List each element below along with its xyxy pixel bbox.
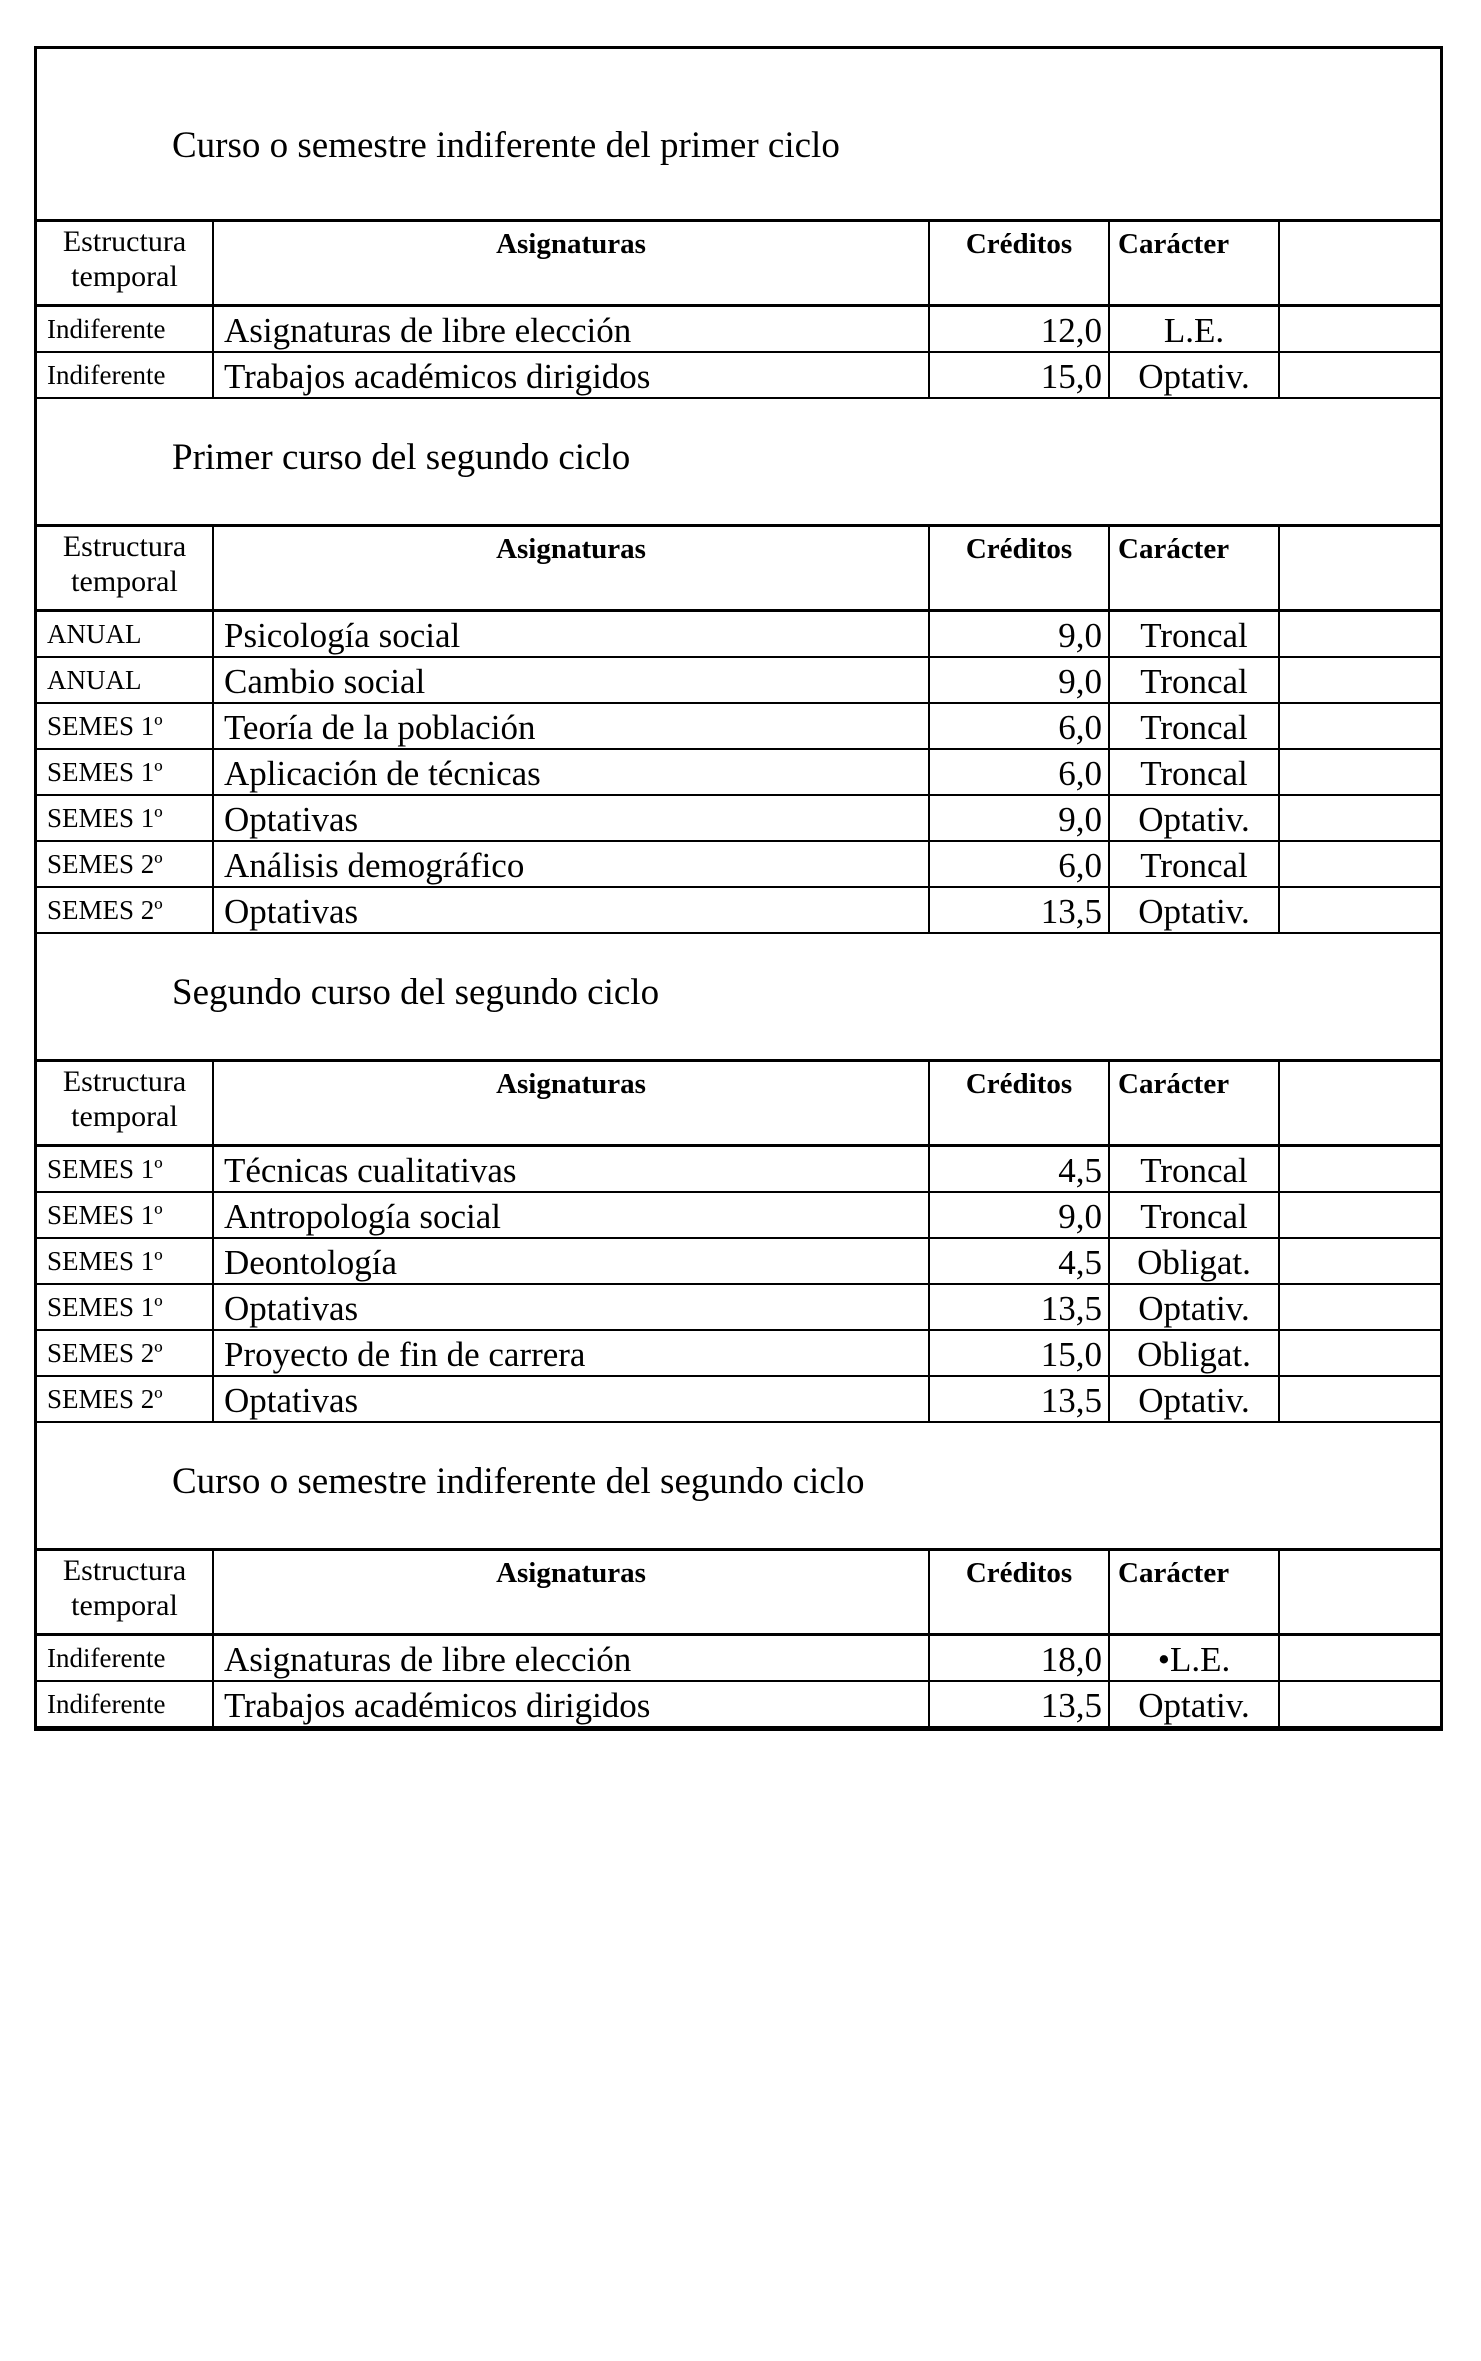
table-row: [37, 306, 1440, 353]
section-header: [37, 1423, 1440, 1551]
caracter-cell: Optativ.: [1109, 795, 1279, 841]
column-header-creditos: Créditos: [929, 222, 1109, 306]
asignatura-cell: Asignaturas de libre elección: [213, 306, 929, 353]
estructura-cell: SEMES 1º: [37, 1284, 213, 1330]
creditos-cell: 13,5: [929, 1681, 1109, 1727]
asignatura-cell: Optativas: [213, 1284, 929, 1330]
column-header-blank: [1279, 1551, 1440, 1635]
estructura-cell: SEMES 1º: [37, 1146, 213, 1193]
caracter-cell: Troncal: [1109, 611, 1279, 658]
column-header-asignaturas: Asignaturas: [213, 527, 929, 611]
blank-cell: [1279, 306, 1440, 353]
blank-cell: [1279, 1146, 1440, 1193]
creditos-cell: 4,5: [929, 1238, 1109, 1284]
caracter-cell: Optativ.: [1109, 1284, 1279, 1330]
creditos-cell: 15,0: [929, 1330, 1109, 1376]
estructura-cell: Indiferente: [37, 306, 213, 353]
column-header-creditos: Créditos: [929, 1062, 1109, 1146]
asignatura-cell: Teoría de la población: [213, 703, 929, 749]
column-header-estructura: Estructura temporal: [37, 1062, 213, 1146]
blank-cell: [1279, 1284, 1440, 1330]
asignatura-cell: Técnicas cualitativas: [213, 1146, 929, 1193]
estructura-cell: Indiferente: [37, 1681, 213, 1727]
asignatura-cell: Optativas: [213, 795, 929, 841]
creditos-cell: 15,0: [929, 352, 1109, 398]
blank-cell: [1279, 749, 1440, 795]
column-header-caracter: Carácter: [1109, 222, 1279, 306]
table-row: [37, 1146, 1440, 1193]
table-row: [37, 795, 1440, 841]
table-row: [37, 1635, 1440, 1682]
blank-cell: [1279, 1238, 1440, 1284]
creditos-cell: 13,5: [929, 1376, 1109, 1422]
caracter-cell: Obligat.: [1109, 1330, 1279, 1376]
column-header-caracter: Carácter: [1109, 1551, 1279, 1635]
caracter-cell: Troncal: [1109, 841, 1279, 887]
table-header-row: [37, 222, 1440, 306]
column-header-blank: [1279, 222, 1440, 306]
section-header: [37, 49, 1440, 222]
column-header-estructura: Estructura temporal: [37, 222, 213, 306]
table-row: [37, 1238, 1440, 1284]
blank-cell: [1279, 703, 1440, 749]
creditos-cell: 9,0: [929, 795, 1109, 841]
column-header-asignaturas: Asignaturas: [213, 222, 929, 306]
asignatura-cell: Optativas: [213, 887, 929, 933]
creditos-cell: 13,5: [929, 1284, 1109, 1330]
creditos-cell: 4,5: [929, 1146, 1109, 1193]
section-header: [37, 934, 1440, 1062]
caracter-cell: Optativ.: [1109, 352, 1279, 398]
column-header-asignaturas: Asignaturas: [213, 1551, 929, 1635]
column-header-estructura: Estructura temporal: [37, 527, 213, 611]
section-title: Primer curso del segundo ciclo: [172, 437, 631, 478]
estructura-cell: SEMES 1º: [37, 1238, 213, 1284]
column-header-caracter: Carácter: [1109, 527, 1279, 611]
table-header-row: [37, 527, 1440, 611]
column-header-caracter: Carácter: [1109, 1062, 1279, 1146]
creditos-cell: 6,0: [929, 841, 1109, 887]
table-row: [37, 1376, 1440, 1422]
asignatura-cell: Deontología: [213, 1238, 929, 1284]
table-row: [37, 1681, 1440, 1727]
estructura-cell: SEMES 2º: [37, 1376, 213, 1422]
estructura-cell: SEMES 2º: [37, 887, 213, 933]
estructura-cell: ANUAL: [37, 657, 213, 703]
creditos-cell: 6,0: [929, 749, 1109, 795]
estructura-cell: Indiferente: [37, 1635, 213, 1682]
column-header-blank: [1279, 1062, 1440, 1146]
column-header-blank: [1279, 527, 1440, 611]
caracter-cell: Troncal: [1109, 749, 1279, 795]
asignatura-cell: Trabajos académicos dirigidos: [213, 352, 929, 398]
subjects-table: [37, 527, 1440, 934]
section-title: Segundo curso del segundo ciclo: [172, 972, 660, 1013]
table-row: [37, 352, 1440, 398]
table-row: [37, 887, 1440, 933]
table-row: [37, 841, 1440, 887]
column-header-creditos: Créditos: [929, 527, 1109, 611]
subjects-table: [37, 1551, 1440, 1728]
blank-cell: [1279, 795, 1440, 841]
table-row: [37, 749, 1440, 795]
subjects-table: [37, 1062, 1440, 1423]
estructura-cell: SEMES 2º: [37, 841, 213, 887]
table-row: [37, 1284, 1440, 1330]
caracter-cell: Obligat.: [1109, 1238, 1279, 1284]
caracter-cell: Optativ.: [1109, 1681, 1279, 1727]
creditos-cell: 9,0: [929, 657, 1109, 703]
caracter-cell: Troncal: [1109, 657, 1279, 703]
caracter-cell: Optativ.: [1109, 887, 1279, 933]
asignatura-cell: Psicología social: [213, 611, 929, 658]
estructura-cell: SEMES 2º: [37, 1330, 213, 1376]
caracter-cell: Troncal: [1109, 1192, 1279, 1238]
caracter-cell: Optativ.: [1109, 1376, 1279, 1422]
estructura-cell: SEMES 1º: [37, 1192, 213, 1238]
asignatura-cell: Antropología social: [213, 1192, 929, 1238]
table-row: [37, 657, 1440, 703]
creditos-cell: 6,0: [929, 703, 1109, 749]
creditos-cell: 9,0: [929, 611, 1109, 658]
creditos-cell: 13,5: [929, 887, 1109, 933]
table-header-row: [37, 1551, 1440, 1635]
asignatura-cell: Asignaturas de libre elección: [213, 1635, 929, 1682]
blank-cell: [1279, 1192, 1440, 1238]
blank-cell: [1279, 887, 1440, 933]
blank-cell: [1279, 841, 1440, 887]
caracter-cell: L.E.: [1109, 306, 1279, 353]
curriculum-sheet: [34, 46, 1443, 1731]
asignatura-cell: Aplicación de técnicas: [213, 749, 929, 795]
subjects-table: [37, 222, 1440, 399]
estructura-cell: SEMES 1º: [37, 703, 213, 749]
table-row: [37, 611, 1440, 658]
section-title: Curso o semestre indiferente del primer ciclo: [172, 125, 840, 166]
table-row: [37, 1192, 1440, 1238]
blank-cell: [1279, 1376, 1440, 1422]
section-title: Curso o semestre indiferente del segundo ciclo: [172, 1461, 865, 1502]
table-row: [37, 703, 1440, 749]
blank-cell: [1279, 1330, 1440, 1376]
section-header: [37, 399, 1440, 527]
blank-cell: [1279, 1635, 1440, 1682]
column-header-asignaturas: Asignaturas: [213, 1062, 929, 1146]
asignatura-cell: Análisis demográfico: [213, 841, 929, 887]
table-row: [37, 1330, 1440, 1376]
blank-cell: [1279, 611, 1440, 658]
creditos-cell: 12,0: [929, 306, 1109, 353]
blank-cell: [1279, 1681, 1440, 1727]
estructura-cell: SEMES 1º: [37, 749, 213, 795]
estructura-cell: Indiferente: [37, 352, 213, 398]
table-header-row: [37, 1062, 1440, 1146]
caracter-cell: Troncal: [1109, 1146, 1279, 1193]
blank-cell: [1279, 657, 1440, 703]
column-header-estructura: Estructura temporal: [37, 1551, 213, 1635]
column-header-creditos: Créditos: [929, 1551, 1109, 1635]
caracter-cell: •L.E.: [1109, 1635, 1279, 1682]
blank-cell: [1279, 352, 1440, 398]
asignatura-cell: Trabajos académicos dirigidos: [213, 1681, 929, 1727]
creditos-cell: 9,0: [929, 1192, 1109, 1238]
asignatura-cell: Optativas: [213, 1376, 929, 1422]
estructura-cell: SEMES 1º: [37, 795, 213, 841]
asignatura-cell: Proyecto de fin de carrera: [213, 1330, 929, 1376]
estructura-cell: ANUAL: [37, 611, 213, 658]
asignatura-cell: Cambio social: [213, 657, 929, 703]
caracter-cell: Troncal: [1109, 703, 1279, 749]
creditos-cell: 18,0: [929, 1635, 1109, 1682]
